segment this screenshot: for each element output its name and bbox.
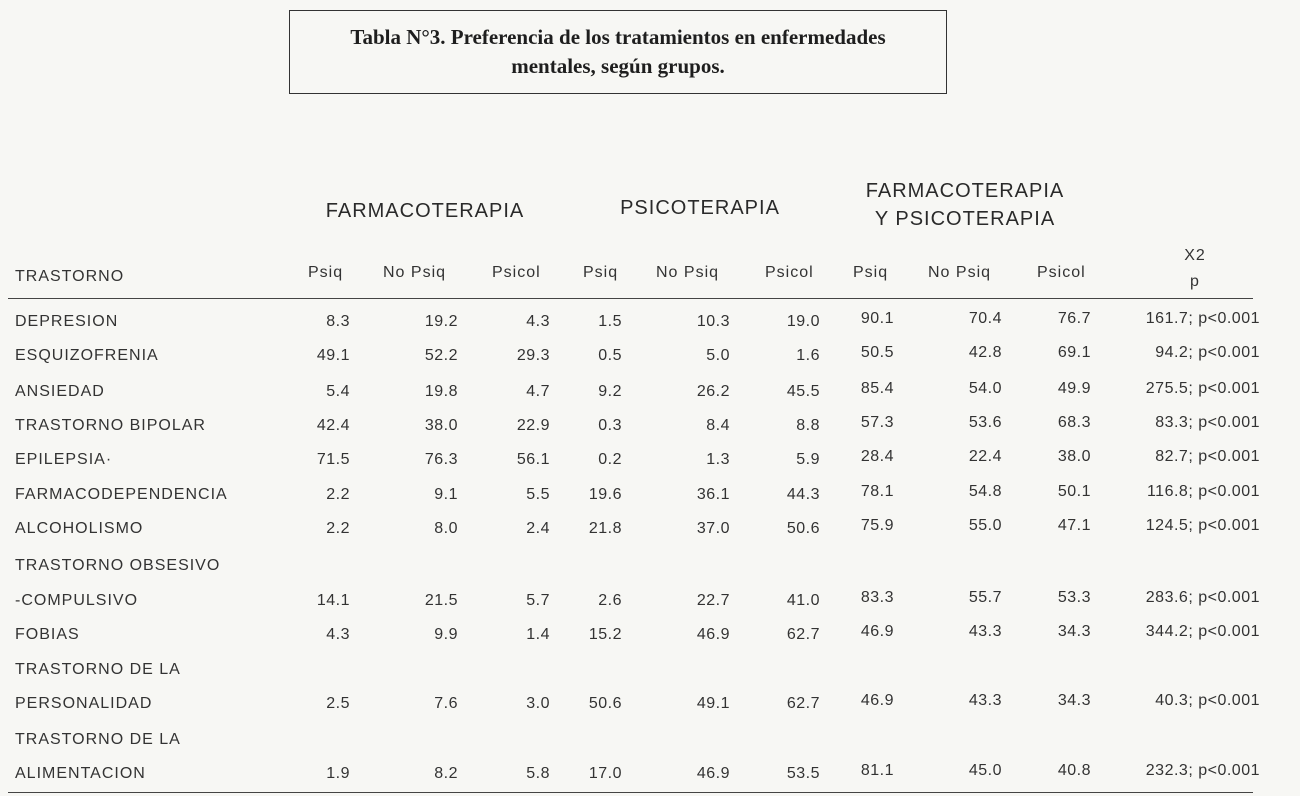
- chi-square-cell: 82.7; p<0.001: [1155, 448, 1260, 465]
- value-cell: 55.7: [968, 589, 1002, 606]
- chi-square-cell: 83.3; p<0.001: [1155, 414, 1260, 431]
- chi-square-cell: 275.5; p<0.001: [1145, 380, 1260, 397]
- value-cell: 40.8: [1057, 762, 1091, 779]
- value-cell: 26.2: [696, 383, 730, 400]
- column-header: Psicol: [492, 264, 541, 281]
- group-header-line-2: Y PSICOTERAPIA: [874, 208, 1056, 230]
- value-cell: 2.4: [526, 520, 550, 537]
- value-cell: 34.3: [1057, 623, 1091, 640]
- value-cell: 55.0: [968, 517, 1002, 534]
- header-x2: X2: [1184, 247, 1206, 264]
- value-cell: 5.0: [706, 347, 730, 364]
- group-header-psicoterapia: PSICOTERAPIA: [620, 197, 780, 219]
- row-label: FOBIAS: [15, 626, 80, 643]
- value-cell: 19.2: [424, 313, 458, 330]
- value-cell: 5.9: [796, 451, 820, 468]
- value-cell: 42.8: [968, 344, 1002, 361]
- value-cell: 15.2: [588, 626, 622, 643]
- value-cell: 17.0: [588, 765, 622, 782]
- value-cell: 52.2: [424, 347, 458, 364]
- value-cell: 50.5: [860, 344, 894, 361]
- row-label: ESQUIZOFRENIA: [15, 347, 159, 364]
- row-label: ALIMENTACION: [15, 765, 146, 782]
- value-cell: 46.9: [860, 692, 894, 709]
- value-cell: 37.0: [696, 520, 730, 537]
- group-header-farmaco-y-psico: [840, 177, 1090, 233]
- value-cell: 45.5: [786, 383, 820, 400]
- column-header: Psiq: [308, 264, 344, 281]
- value-cell: 2.6: [598, 592, 622, 609]
- row-label: FARMACODEPENDENCIA: [15, 486, 228, 503]
- value-cell: 46.9: [696, 765, 730, 782]
- value-cell: 62.7: [786, 626, 820, 643]
- value-cell: 41.0: [786, 592, 820, 609]
- value-cell: 75.9: [860, 517, 894, 534]
- value-cell: 83.3: [860, 589, 894, 606]
- table-title: [289, 10, 947, 94]
- value-cell: 4.3: [526, 313, 550, 330]
- value-cell: 0.3: [598, 417, 622, 434]
- value-cell: 8.4: [706, 417, 730, 434]
- value-cell: 47.1: [1057, 517, 1091, 534]
- row-label: TRASTORNO DE LA: [15, 661, 181, 678]
- value-cell: 36.1: [696, 486, 730, 503]
- column-header: Psicol: [765, 264, 814, 281]
- value-cell: 1.9: [326, 765, 350, 782]
- value-cell: 19.0: [786, 313, 820, 330]
- chi-square-cell: 161.7; p<0.001: [1145, 310, 1260, 327]
- chi-square-cell: 344.2; p<0.001: [1145, 623, 1260, 640]
- value-cell: 22.9: [516, 417, 550, 434]
- value-cell: 45.0: [968, 762, 1002, 779]
- value-cell: 5.7: [526, 592, 550, 609]
- value-cell: 90.1: [860, 310, 894, 327]
- value-cell: 1.5: [598, 313, 622, 330]
- value-cell: 50.1: [1057, 483, 1091, 500]
- value-cell: 1.4: [526, 626, 550, 643]
- value-cell: 62.7: [786, 695, 820, 712]
- chi-square-cell: 124.5; p<0.001: [1145, 517, 1260, 534]
- row-label: -COMPULSIVO: [15, 592, 139, 609]
- value-cell: 53.6: [968, 414, 1002, 431]
- value-cell: 28.4: [860, 448, 894, 465]
- value-cell: 22.4: [968, 448, 1002, 465]
- column-header: Psicol: [1037, 264, 1086, 281]
- value-cell: 4.3: [326, 626, 350, 643]
- chi-square-cell: 283.6; p<0.001: [1145, 589, 1260, 606]
- group-header-farmacoterapia: FARMACOTERAPIA: [325, 200, 525, 222]
- value-cell: 5.4: [326, 383, 350, 400]
- value-cell: 8.0: [434, 520, 458, 537]
- value-cell: 68.3: [1057, 414, 1091, 431]
- value-cell: 8.8: [796, 417, 820, 434]
- bottom-rule: [8, 792, 1253, 793]
- value-cell: 14.1: [316, 592, 350, 609]
- value-cell: 38.0: [424, 417, 458, 434]
- value-cell: 53.3: [1057, 589, 1091, 606]
- value-cell: 49.1: [696, 695, 730, 712]
- value-cell: 10.3: [696, 313, 730, 330]
- value-cell: 21.5: [424, 592, 458, 609]
- header-trastorno: TRASTORNO: [15, 268, 125, 285]
- value-cell: 54.8: [968, 483, 1002, 500]
- value-cell: 0.5: [598, 347, 622, 364]
- value-cell: 7.6: [434, 695, 458, 712]
- column-header: No Psiq: [656, 264, 720, 281]
- row-label: EPILEPSIA·: [15, 451, 113, 468]
- chi-square-cell: 232.3; p<0.001: [1145, 762, 1260, 779]
- value-cell: 2.2: [326, 520, 350, 537]
- value-cell: 57.3: [860, 414, 894, 431]
- value-cell: 49.1: [316, 347, 350, 364]
- value-cell: 71.5: [316, 451, 350, 468]
- value-cell: 21.8: [588, 520, 622, 537]
- value-cell: 46.9: [860, 623, 894, 640]
- value-cell: 44.3: [786, 486, 820, 503]
- value-cell: 5.8: [526, 765, 550, 782]
- value-cell: 81.1: [860, 762, 894, 779]
- value-cell: 19.8: [424, 383, 458, 400]
- value-cell: 54.0: [968, 380, 1002, 397]
- value-cell: 8.3: [326, 313, 350, 330]
- value-cell: 9.9: [434, 626, 458, 643]
- row-label: TRASTORNO OBSESIVO: [15, 557, 221, 574]
- header-p: p: [1190, 273, 1200, 290]
- table-title-line-1: Tabla N°3. Preferencia de los tratamientos en enfermedades: [350, 25, 886, 49]
- row-label: ALCOHOLISMO: [15, 520, 144, 537]
- group-header-line-1: FARMACOTERAPIA: [865, 180, 1065, 202]
- value-cell: 8.2: [434, 765, 458, 782]
- value-cell: 4.7: [526, 383, 550, 400]
- header-rule: [8, 298, 1253, 299]
- table-title-line-2: mentales, según grupos.: [511, 54, 725, 78]
- column-header: Psiq: [853, 264, 889, 281]
- value-cell: 53.5: [786, 765, 820, 782]
- value-cell: 70.4: [968, 310, 1002, 327]
- value-cell: 42.4: [316, 417, 350, 434]
- row-label: DEPRESION: [15, 313, 119, 330]
- value-cell: 38.0: [1057, 448, 1091, 465]
- value-cell: 50.6: [786, 520, 820, 537]
- value-cell: 85.4: [860, 380, 894, 397]
- value-cell: 50.6: [588, 695, 622, 712]
- value-cell: 19.6: [588, 486, 622, 503]
- value-cell: 76.7: [1057, 310, 1091, 327]
- column-header: No Psiq: [383, 264, 447, 281]
- value-cell: 69.1: [1057, 344, 1091, 361]
- value-cell: 1.3: [706, 451, 730, 468]
- value-cell: 78.1: [860, 483, 894, 500]
- value-cell: 76.3: [424, 451, 458, 468]
- value-cell: 43.3: [968, 623, 1002, 640]
- value-cell: 43.3: [968, 692, 1002, 709]
- column-header: Psiq: [583, 264, 619, 281]
- row-label: PERSONALIDAD: [15, 695, 153, 712]
- chi-square-cell: 94.2; p<0.001: [1155, 344, 1260, 361]
- value-cell: 46.9: [696, 626, 730, 643]
- value-cell: 5.5: [526, 486, 550, 503]
- row-label: TRASTORNO BIPOLAR: [15, 417, 206, 434]
- value-cell: 9.2: [598, 383, 622, 400]
- value-cell: 2.5: [326, 695, 350, 712]
- row-label: ANSIEDAD: [15, 383, 105, 400]
- value-cell: 3.0: [526, 695, 550, 712]
- row-label: TRASTORNO DE LA: [15, 731, 181, 748]
- chi-square-cell: 40.3; p<0.001: [1155, 692, 1260, 709]
- value-cell: 2.2: [326, 486, 350, 503]
- value-cell: 49.9: [1057, 380, 1091, 397]
- value-cell: 1.6: [796, 347, 820, 364]
- value-cell: 29.3: [516, 347, 550, 364]
- value-cell: 22.7: [696, 592, 730, 609]
- column-header: No Psiq: [928, 264, 992, 281]
- chi-square-cell: 116.8; p<0.001: [1146, 483, 1260, 500]
- value-cell: 9.1: [434, 486, 458, 503]
- value-cell: 0.2: [598, 451, 622, 468]
- value-cell: 56.1: [516, 451, 550, 468]
- value-cell: 34.3: [1057, 692, 1091, 709]
